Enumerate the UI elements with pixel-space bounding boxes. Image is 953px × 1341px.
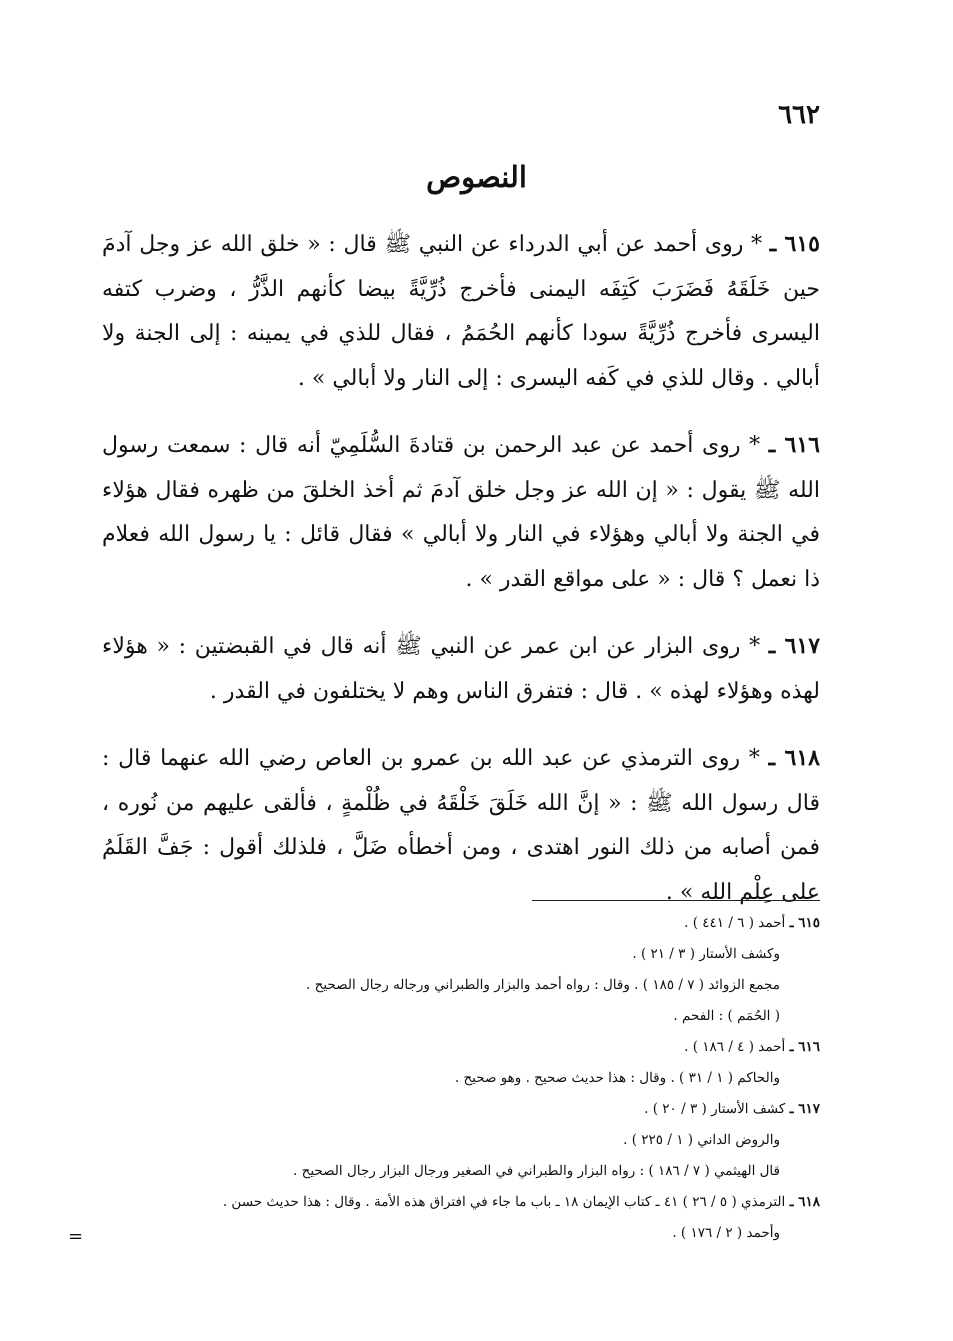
margin-mark: = [68, 1226, 84, 1247]
footnote-text: أحمد ( ٤ / ١٨٦ ) . [684, 1039, 786, 1055]
footnotes [120, 908, 820, 1249]
page-number: ٦٦٢ [778, 100, 820, 130]
footnote-number: ٦١٨ ـ [789, 1194, 820, 1210]
hadith-616 [102, 423, 820, 602]
footnote-text: والروض الداني ( ١ / ٢٢٥ ) . [623, 1132, 780, 1148]
hadith-number: ٦١٨ ـ [768, 745, 820, 771]
footnote-text: الترمذي ( ٥ / ٢٦ ) ٤١ ـ كتاب الإيمان ١٨ ـ باب ما جاء في افتراق هذه الأمة . وقال : هذا حديث حسن . [222, 1194, 786, 1210]
footnote-line [120, 1063, 820, 1094]
hadith-number: ٦١٦ ـ [768, 432, 820, 458]
footnote-text: ( الحُمَم ) : الفحم . [673, 1008, 780, 1024]
hadith-617 [102, 624, 820, 714]
section-title: النصوص [426, 160, 527, 194]
footnote-line [120, 970, 820, 1001]
footnote-number: ٦١٥ ـ [789, 915, 820, 931]
hadith-618 [102, 736, 820, 915]
footnote-divider [532, 900, 820, 901]
footnote-number: ٦١٧ ـ [789, 1101, 820, 1117]
footnote-line [120, 908, 820, 939]
hadith-615 [102, 222, 820, 401]
footnote-line [120, 1094, 820, 1125]
hadith-number: ٦١٧ ـ [768, 633, 821, 659]
hadith-list [102, 222, 820, 937]
footnote-text: قال الهيثمي ( ٧ / ١٨٦ ) : رواه البزار والطبراني في الصغير ورجال البزار رجال الصحيح . [293, 1163, 780, 1179]
footnote-text: وكشف الأستار ( ٣ / ٢١ ) . [632, 946, 780, 962]
footnote-line [120, 1156, 820, 1187]
footnote-text: كشف الأستار ( ٣ / ٢٠ ) . [644, 1101, 786, 1117]
footnote-line [120, 1187, 820, 1218]
hadith-number: ٦١٥ ـ [769, 231, 820, 257]
footnote-line [120, 1125, 820, 1156]
footnote-text: مجمع الزوائد ( ٧ / ١٨٥ ) . وقال : رواه أحمد والبزار والطبراني ورجاله رجال الصحيح . [306, 977, 780, 993]
footnote-line [120, 1218, 820, 1249]
hadith-text: * روى البزار عن ابن عمر عن النبي ﷺ أنه قال في القبضتين : « هؤلاء لهذه وهؤلاء لهذه » . قال : فتفرق الناس وهم لا يختلفون في القدر . [102, 634, 820, 704]
footnote-number: ٦١٦ ـ [789, 1039, 820, 1055]
footnote-text: أحمد ( ٦ / ٤٤١ ) . [684, 915, 786, 931]
footnote-line [120, 939, 820, 970]
footnote-line [120, 1032, 820, 1063]
footnote-line [120, 1001, 820, 1032]
footnote-text: والحاكم ( ١ / ٣١ ) . وقال : هذا حديث صحيح . وهو صحيح . [454, 1070, 780, 1086]
hadith-text: * روى الترمذي عن عبد الله بن عمرو بن العاص رضي الله عنهما قال : قال رسول الله ﷺ : « إنَّ الله خَلَقَ خَلْقَهُ في ظُلْمةٍ ، فألقى عليهم من نُوره ، فمن أصابه من ذلك النور اهتدى ، ومن أخطأه ضَلَّ ، فلذلك أقول : جَفَّ القَلَمُ على عِلْم الله » . [102, 746, 820, 905]
footnote-text: وأحمد ( ٢ / ١٧٦ ) . [672, 1225, 780, 1241]
hadith-text: * روى أحمد عن عبد الرحمن بن قتادةَ السُّلَمِيّ أنه قال : سمعت رسول الله ﷺ يقول : « إن الله عز وجل خلق آدمَ ثم أخذ الخلقَ من ظهره فقال هؤلاء في الجنة ولا أبالي وهؤلاء في النار ولا أبالي » فقال قائل : يا رسول الله فعلام ذا نعمل ؟ قال : « على مواقع القدر » . [102, 433, 820, 592]
hadith-text: * روى أحمد عن أبي الدرداء عن النبي ﷺ قال : « خلق الله عز وجل آدمَ حين خَلَقَهُ فَضَرَبَ كَتِفَه اليمنى فأخرج ذُرِّيَّةً بيضا كأنهم الذَّرُّ ، وضرب كتفه اليسرى فأخرج ذُرِّيَّةً سودا كأنهم الحُمَمُ ، فقال للذي في يمينه : إلى الجنة ولا أبالي . وقال للذي في كَفه اليسرى : إلى النار ولا أبالي » . [102, 232, 820, 391]
